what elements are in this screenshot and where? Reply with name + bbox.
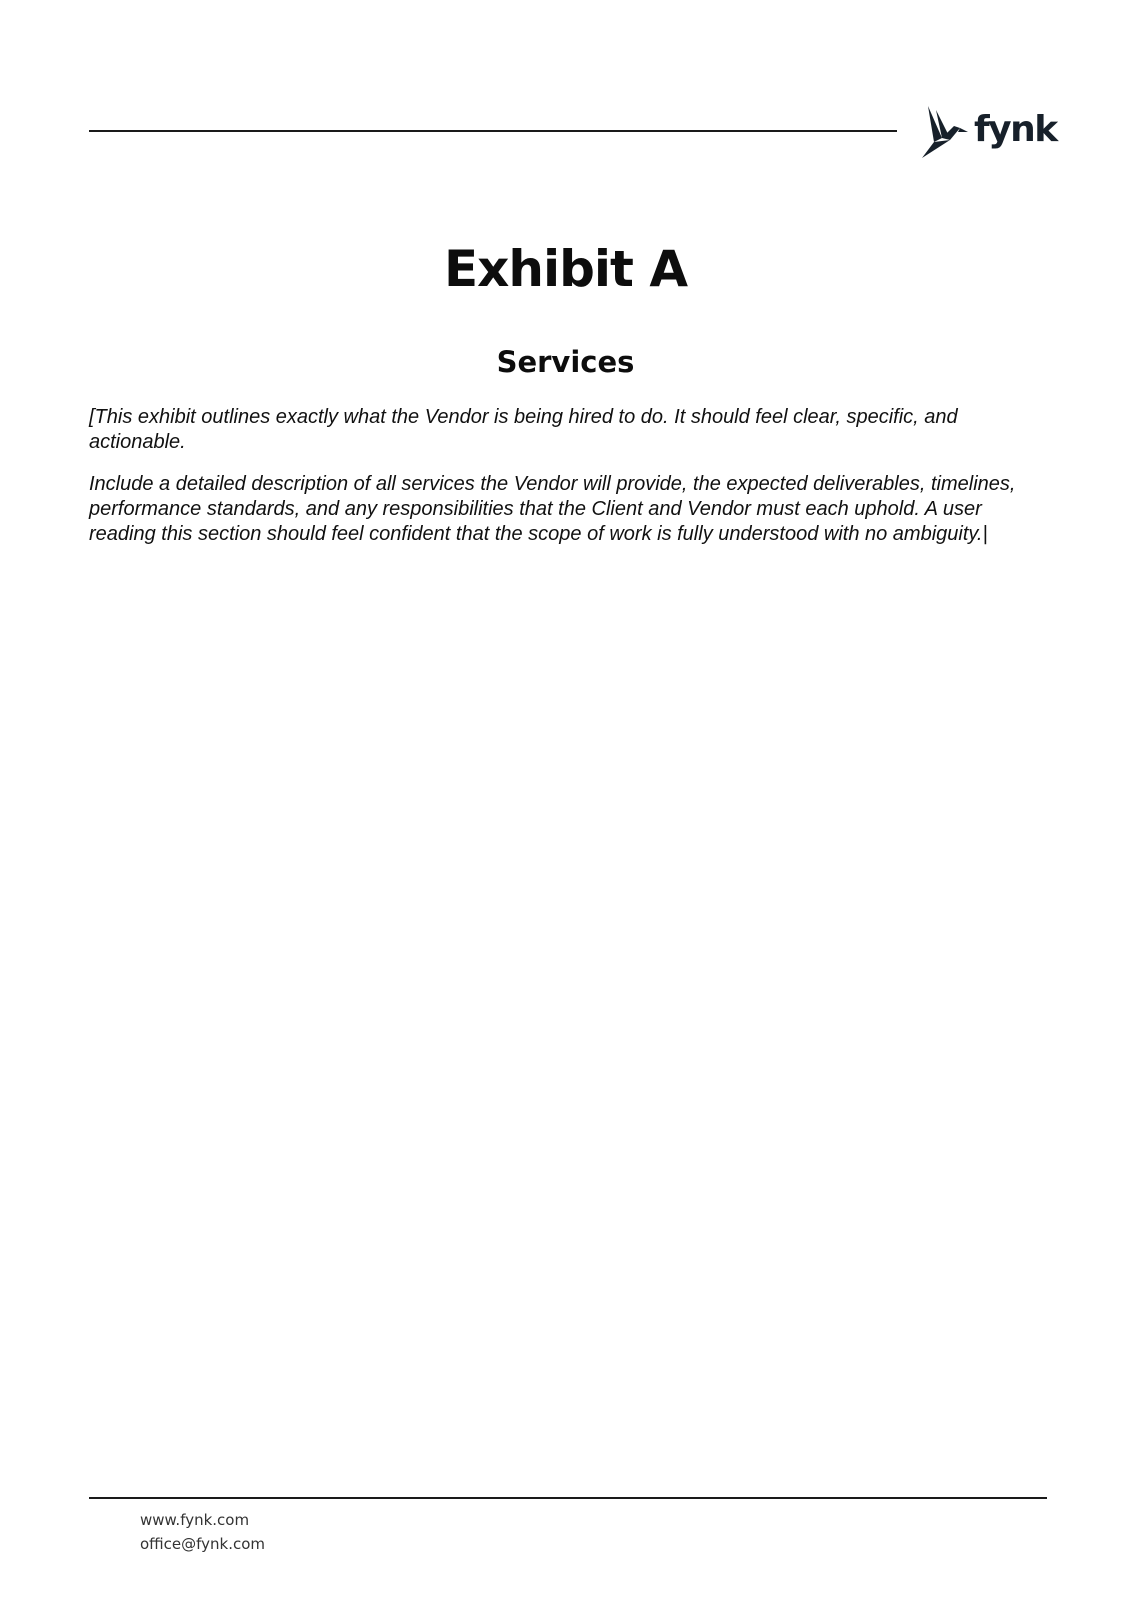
- section-heading: Services: [496, 345, 635, 379]
- body-paragraph: [This exhibit outlines exactly what the Vendor is being hired to do. It should feel clear, specific, and actionable.: [89, 406, 958, 453]
- footer-contact: [140, 1508, 265, 1556]
- body-paragraph: Include a detailed description of all services the Vendor will provide, the expected deliverables, timelines, performance standards, and any responsibilities that the Client and Vendor must each uphold. A user reading this section should feel confident that the scope of work is fully understood with no ambiguity.|: [89, 473, 1016, 545]
- logo-wordmark: fynk: [974, 108, 1057, 150]
- document-title: Exhibit A: [443, 240, 688, 298]
- header-divider: [89, 130, 897, 132]
- document-body[interactable]: [89, 405, 1039, 564]
- fynk-logo: [920, 104, 1057, 160]
- footer-website: www.fynk.com: [140, 1511, 250, 1529]
- footer-divider: [89, 1497, 1047, 1499]
- bird-icon: [920, 104, 970, 160]
- footer-email: office@fynk.com: [140, 1535, 266, 1553]
